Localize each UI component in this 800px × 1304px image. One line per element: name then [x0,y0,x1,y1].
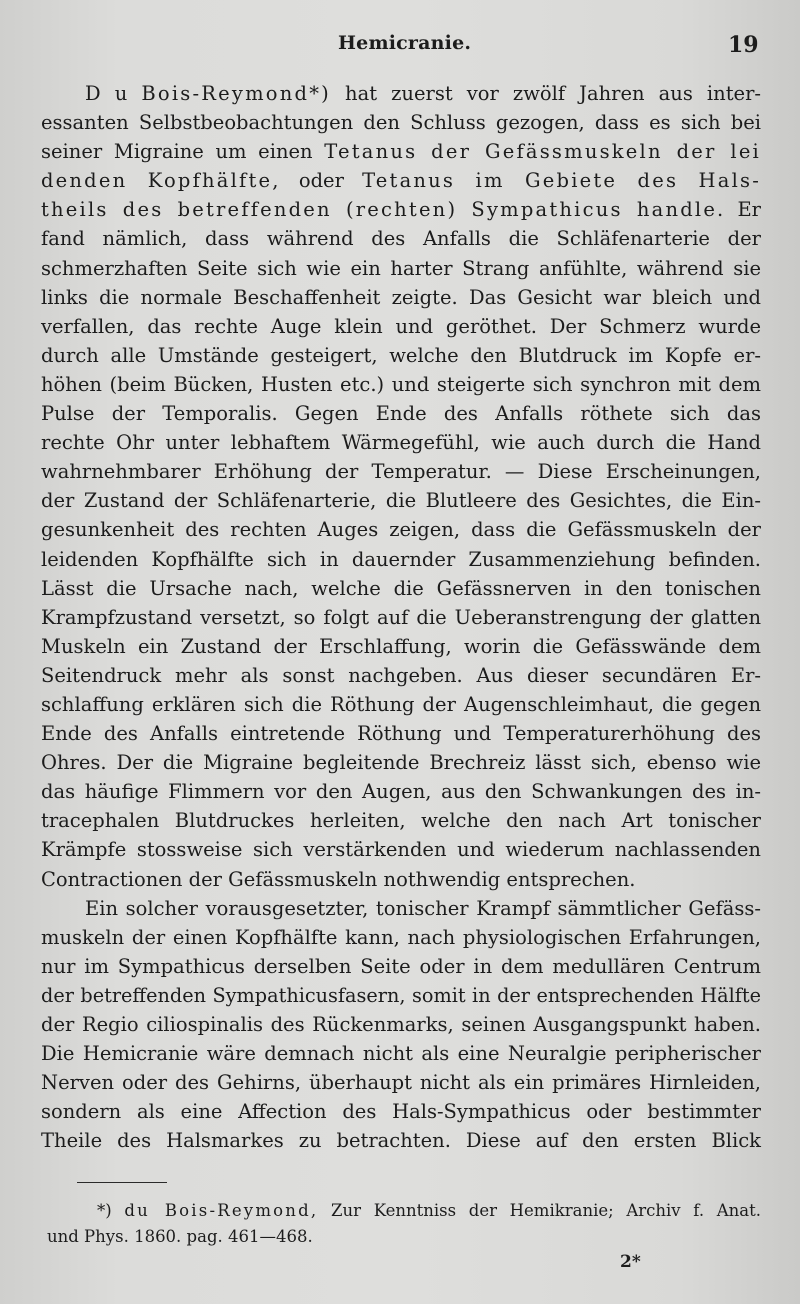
footnote-line: und Phys. 1860. pag. 461—468. [47,1227,313,1246]
text-line [41,137,761,166]
text-line: essanten Selbstbeobachtungen den Schluss gezogen, dass es sich bei [41,111,761,135]
text-line: Krampfzustand versetzt, so folgt auf die Ueberanstrengung der glatten [41,605,761,629]
text-span: hat zuerst vor zwölf Jahren aus inter- [345,82,762,105]
text-line [41,166,761,195]
text-line: tracephalen Blutdruckes herleiten, welche den nach Art tonischer [41,809,761,833]
text-line: leidenden Kopfhälfte sich in dauernder Zusammenziehung befinden. [41,547,761,571]
text-line: Die Hemicranie wäre demnach nicht als eine Neuralgie peripherischer [41,1042,761,1066]
text-line: Contractionen der Gefässmuskeln nothwendig entsprechen. [41,867,636,891]
body-text [41,79,761,1155]
text-line: sondern als eine Affection des Hals-Sympathicus oder bestimmter [41,1100,761,1124]
spaced-emphasis: Tetanus der Gefässmuskeln der lei [324,140,761,164]
text-span: oder [298,169,344,193]
text-line: verfallen, das rechte Auge klein und geröthet. Der Schmerz wurde [41,314,761,338]
text-line [41,195,761,224]
text-line: Seitendruck mehr als sonst nachgeben. Aus dieser secundären Er- [41,663,761,687]
text-line: Theile des Halsmarkes zu betrachten. Diese auf den ersten Blick [41,1129,761,1153]
text-line: der Regio ciliospinalis des Rückenmarks, seinen Ausgangspunkt haben. [41,1013,761,1036]
text-line [41,79,761,108]
text-line: schmerzhaften Seite sich wie ein harter Strang anfühlte, während sie [41,256,761,280]
text-line: das häufige Flimmern vor den Augen, aus den Schwankungen des in- [41,780,761,804]
footnote-mark: *) [97,1201,112,1220]
text-line: fand nämlich, dass während des Anfalls die Schläfenarterie der [41,227,761,251]
signature-mark: 2* [620,1252,641,1272]
text-line: der Zustand der Schläfenarterie, die Blutleere des Gesichtes, die Ein- [41,489,761,513]
footnote-line [47,1198,761,1224]
text-line: Ohres. Der die Migraine begleitende Brechreiz lässt sich, ebenso wie [41,751,761,775]
text-span: seiner Migraine um einen [41,140,313,164]
footnote-citation: Zur Kenntniss der Hemikranie; Archiv f. Anat. [331,1201,762,1220]
text-span: Er [737,198,761,222]
spaced-emphasis: Tetanus im Gebiete des Hals- [362,169,761,193]
text-line: Krämpfe stossweise sich verstärkenden und wiederum nachlassenden [41,838,761,862]
text-line: durch alle Umstände gesteigert, welche den Blutdruck im Kopfe er- [41,343,761,367]
footnote [47,1198,761,1250]
text-line: wahrnehmbarer Erhöhung der Temperatur. — Diese Erscheinungen, [41,460,761,484]
text-line: Nerven oder des Gehirns, überhaupt nicht als ein primäres Hirnleiden, [41,1071,761,1095]
text-line: Pulse der Temporalis. Gegen Ende des Anfalls röthete sich das [41,402,761,426]
text-line: muskeln der einen Kopfhälfte kann, nach physiologischen Erfahrungen, [41,925,761,949]
text-span: D u [85,82,128,105]
text-line: Ein solcher vorausgesetzter, tonischer Krampf sämmtlicher Gefäss- [85,896,761,920]
text-line: höhen (beim Bücken, Husten etc.) und steigerte sich synchron mit dem [41,372,761,396]
text-line: Muskeln ein Zustand der Erschlaffung, worin die Gefässwände dem [41,634,761,658]
text-line: Ende des Anfalls eintretende Röthung und Temperaturerhöhung des [41,722,761,746]
text-line: gesunkenheit des rechten Auges zeigen, dass die Gefässmuskeln der [41,518,761,542]
spaced-author-name: Bois-Reymond*) [141,82,331,105]
text-line: nur im Sympathicus derselben Seite oder in dem medullären Centrum [41,954,761,978]
page-header [0,32,800,62]
text-line: rechte Ohr unter lebhaftem Wärmegefühl, wie auch durch die Hand [41,431,761,455]
footnote-divider [77,1182,167,1183]
text-line: der betreffenden Sympathicusfasern, somit in der entsprechenden Hälfte [41,983,761,1007]
page-number: 19 [728,32,759,58]
running-title: Hemicranie. [338,32,472,54]
spaced-emphasis: denden Kopfhälfte, [41,169,281,193]
text-line: links die normale Beschaffenheit zeigte. Das Gesicht war bleich und [41,285,761,309]
spaced-emphasis: theils des betreffenden (rechten) Sympathicus handle. [41,198,726,222]
footnote-author: du Bois-Reymond, [124,1201,319,1220]
text-line: schlaffung erklären sich die Röthung der Augenschleimhaut, die gegen [41,692,761,716]
text-line: Lässt die Ursache nach, welche die Gefässnerven in den tonischen [41,576,761,600]
